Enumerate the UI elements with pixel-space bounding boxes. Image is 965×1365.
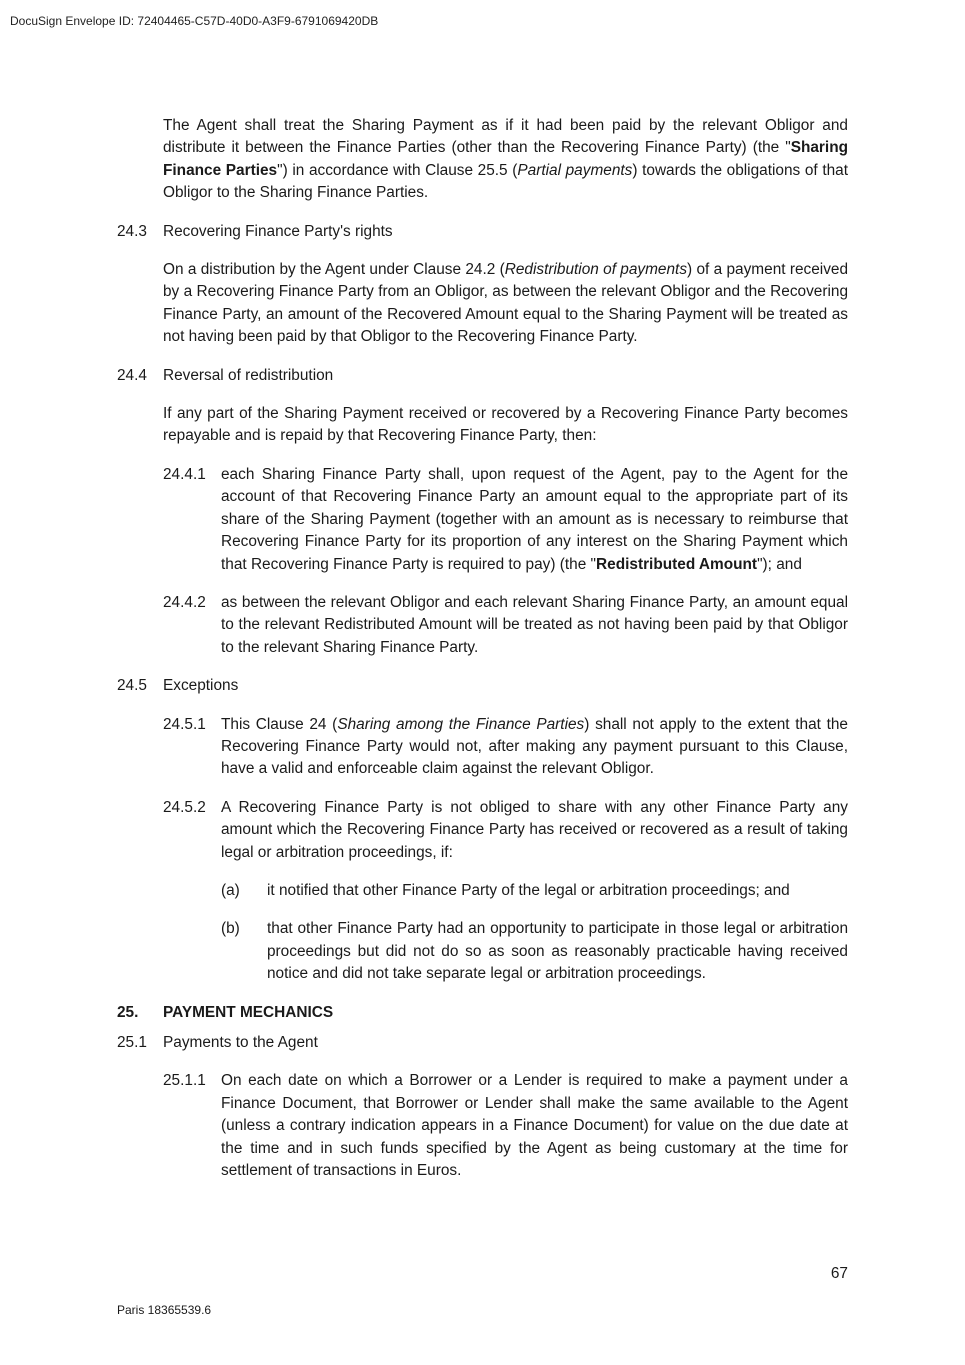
heading-25-1 [117, 1032, 848, 1054]
clause-text [221, 714, 848, 781]
section-title: Payments to the Agent [163, 1034, 318, 1051]
defined-term: Sharing Finance Parties [163, 139, 848, 179]
item-b [221, 918, 848, 985]
item-text: that other Finance Party had an opportunity to participate in those legal or arbitration proceedings but did not do so as soon as reasonably practicable having received notice and did not take separate legal or arbitration proceedings. [267, 920, 848, 983]
heading-24-4 [117, 365, 848, 387]
item-a [221, 880, 848, 902]
text: "); and [757, 555, 802, 573]
defined-term: Redistributed Amount [596, 555, 758, 573]
document-reference: Paris 18365539.6 [117, 1303, 212, 1317]
text: ") in accordance with Clause 25.5 ( [277, 161, 518, 179]
clause-text: as between the relevant Obligor and each relevant Sharing Finance Party, an amount equal to the relevant Redistributed Amount will be treated as not having been paid by that Obligor to the relevant Sharing Finance Party. [221, 593, 848, 656]
section-number: 25. [117, 1003, 139, 1021]
item-text: it notified that other Finance Party of the legal or arbitration proceedings; and [267, 881, 790, 899]
clause-ref: Partial payments [517, 161, 633, 179]
section-number: 24.5 [117, 677, 147, 695]
intro-paragraph [163, 115, 848, 205]
section-title: Reversal of redistribution [163, 366, 334, 384]
text: ) shall not apply to the extent that the Recovering Finance Party would not, after making any payment pursuant to this Clause, have a valid and enforceable claim against the relevant Obligor. [221, 715, 848, 778]
text: The Agent shall treat the Sharing Payment as if it had been paid by the relevant Obligor and distribute it between the Finance Parties (other than the Recovering Finance Party) (the " [163, 117, 848, 157]
heading-25 [117, 1002, 848, 1024]
document-body [117, 115, 848, 1182]
clause-number: 25.1.1 [163, 1072, 206, 1090]
clause-24-4-2 [163, 592, 848, 659]
heading-24-5 [117, 675, 848, 697]
section-number: 24.3 [117, 222, 147, 240]
clause-number: 24.5.2 [163, 798, 206, 816]
clause-text: A Recovering Finance Party is not obliged to share with any other Finance Party any amount which the Recovering Finance Party has received or recovered as a result of taking legal or arbitration proceedings, if: [221, 798, 848, 861]
envelope-id: DocuSign Envelope ID: 72404465-C57D-40D0-A3F9-6791069420DB [10, 14, 379, 28]
section-title: Recovering Finance Party's rights [163, 222, 393, 240]
text: This Clause 24 ( [221, 715, 338, 733]
clause-number: 24.5.1 [163, 715, 206, 733]
clause-text [221, 464, 848, 576]
section-title: Exceptions [163, 677, 239, 695]
paragraph-24-4: If any part of the Sharing Payment received or recovered by a Recovering Finance Party becomes repayable and is repaid by that Recovering Finance Party, then: [163, 405, 848, 445]
item-label: (b) [221, 920, 240, 938]
section-title: PAYMENT MECHANICS [163, 1003, 334, 1021]
clause-ref: Sharing among the Finance Parties [337, 715, 585, 733]
section-number: 24.4 [117, 366, 147, 384]
clause-ref: Redistribution of payments [504, 261, 688, 279]
text: ) towards the obligations of that Obligor to the Sharing Finance Parties. [163, 161, 848, 202]
page-number: 67 [830, 1265, 848, 1282]
clause-24-5-1 [163, 714, 848, 781]
text: each Sharing Finance Party shall, upon request of the Agent, pay to the Agent for the account of that Recovering Finance Party an amount equal to the appropriate part of its share of the Sharing Payment (together with an amount as is necessary to reimburse that Recovering Finance Party for its proportion of any interest on the Sharing Payment which that Recovering Finance Party is required to pay) (the " [221, 465, 848, 573]
text: On a distribution by the Agent under Clause 24.2 ( [163, 261, 505, 279]
item-label: (a) [221, 881, 240, 899]
clause-24-5-2 [163, 797, 848, 864]
heading-24-3 [117, 221, 848, 243]
text: ) of a payment received by a Recovering Finance Party from an Obligor, as between the relevant Obligor and the Recovering Finance Party, an amount of the Recovered Amount equal to the Sharing Payment will be treated as not having been paid by that Obligor to the Recovering Finance Party. [163, 261, 849, 346]
clause-24-4-1 [163, 464, 848, 576]
section-number: 25.1 [117, 1034, 147, 1051]
clause-25-1-1 [163, 1070, 848, 1182]
paragraph-24-3 [163, 259, 848, 349]
clause-number: 24.4.1 [163, 465, 206, 483]
clause-text: On each date on which a Borrower or a Lender is required to make a payment under a Finance Document, that Borrower or Lender shall make the same available to the Agent (unless a contrary indication appears in a Finance Document) for value on the due date at the time and in such funds specified by the Agent as being customary at the time for settlement of transactions in Euros. [221, 1072, 848, 1180]
clause-number: 24.4.2 [163, 593, 206, 611]
